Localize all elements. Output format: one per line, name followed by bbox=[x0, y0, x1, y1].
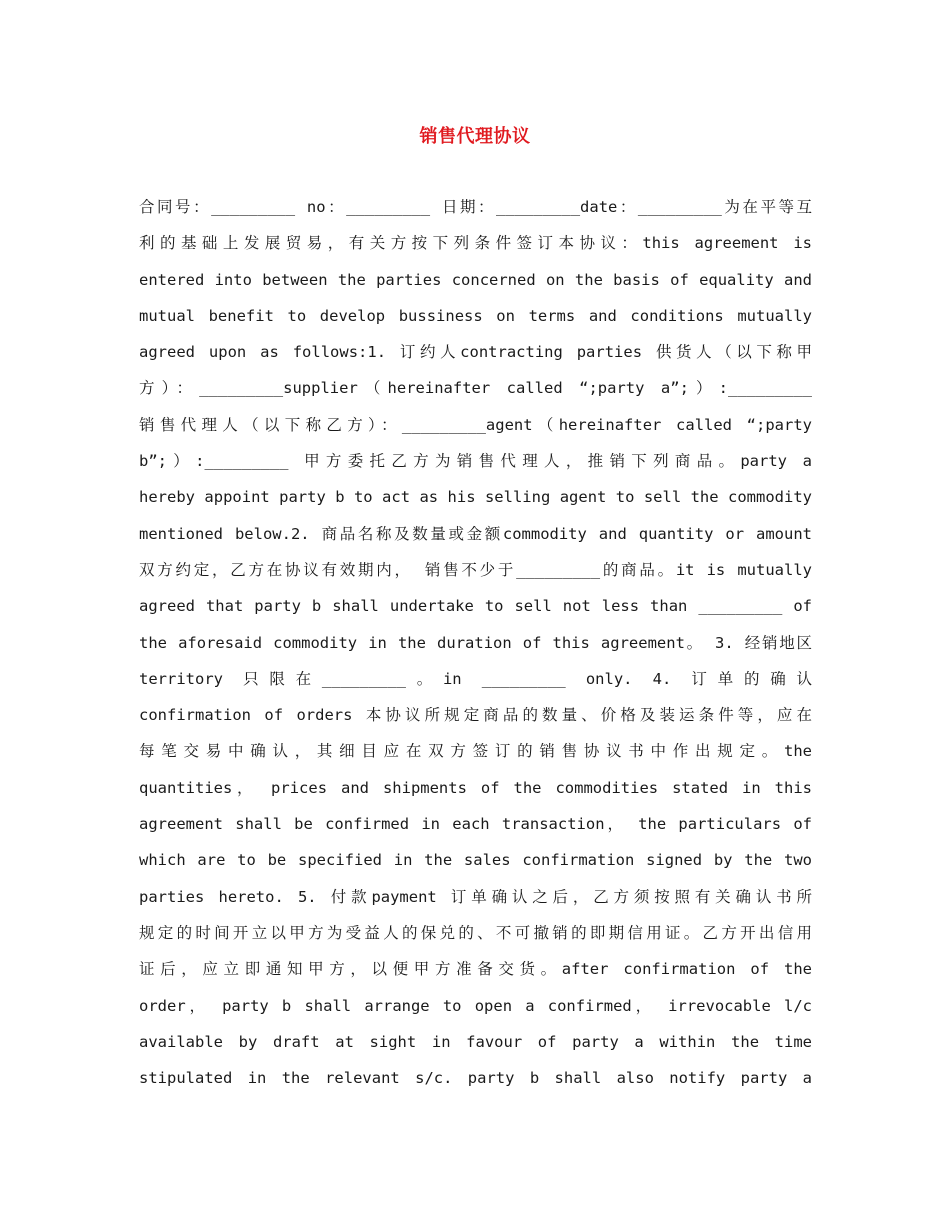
body-line: available by draft at sight in favour of party a within the time bbox=[139, 1032, 812, 1051]
document-title: 销售代理协议 bbox=[419, 126, 531, 147]
body-line: 销售代理人（以下称乙方）：_________agent（hereinafter called “;party bbox=[139, 415, 812, 434]
body-line: order， party b shall arrange to open a confirmed， irrevocable l/c bbox=[139, 996, 812, 1015]
body-line: stipulated in the relevant s/c. party b shall also notify party a bbox=[139, 1069, 812, 1088]
body-line: 规定的时间开立以甲方为受益人的保兑的、不可撤销的即期信用证。乙方开出信用 bbox=[139, 923, 812, 942]
body-line: 每笔交易中确认，其细目应在双方签订的销售协议书中作出规定。the bbox=[139, 742, 812, 761]
body-line: b”;）:_________ 甲方委托乙方为销售代理人，推销下列商品。party a bbox=[139, 452, 812, 471]
body-line: 证后，应立即通知甲方，以便甲方准备交货。after confirmation of the bbox=[139, 960, 812, 979]
body-line: 双方约定，乙方在协议有效期内， 销售不少于_________的商品。it is mutually bbox=[139, 560, 812, 579]
body-line: entered into between the parties concerned on the basis of equality and bbox=[139, 270, 812, 289]
body-line: mutual benefit to develop bussiness on terms and conditions mutually bbox=[139, 306, 812, 325]
body-line: agreed upon as follows:1. 订约人contracting parties 供货人（以下称甲 bbox=[139, 343, 812, 362]
body-line: which are to be specified in the sales confirmation signed by the two bbox=[139, 851, 812, 870]
body-line: territory 只限在_________。in _________ only. 4. 订单的确认 bbox=[139, 669, 812, 688]
document-body bbox=[139, 196, 812, 1103]
body-line: confirmation of orders 本协议所规定商品的数量、价格及装运条件等，应在 bbox=[139, 706, 812, 725]
body-line: the aforesaid commodity in the duration of this agreement。 3. 经销地区 bbox=[139, 633, 812, 652]
body-line: hereby appoint party b to act as his selling agent to sell the commodity bbox=[139, 488, 812, 507]
body-line: 方）：_________supplier（hereinafter called “;party a”;）:_________ bbox=[139, 379, 812, 398]
body-line: quantities， prices and shipments of the commodities stated in this bbox=[139, 778, 812, 797]
body-line: parties hereto. 5. 付款payment 订单确认之后，乙方须按照有关确认书所 bbox=[139, 887, 812, 906]
body-line: agreement shall be confirmed in each transaction， the particulars of bbox=[139, 815, 812, 834]
body-line: 合同号：_________ no：_________ 日期：_________date：_________为在平等互 bbox=[139, 198, 812, 216]
body-line: 利的基础上发展贸易，有关方按下列条件签订本协议：this agreement is bbox=[139, 234, 812, 253]
body-line: mentioned below.2. 商品名称及数量或金额commodity and quantity or amount bbox=[139, 524, 812, 543]
body-line: agreed that party b shall undertake to sell not less than _________ of bbox=[139, 597, 812, 616]
